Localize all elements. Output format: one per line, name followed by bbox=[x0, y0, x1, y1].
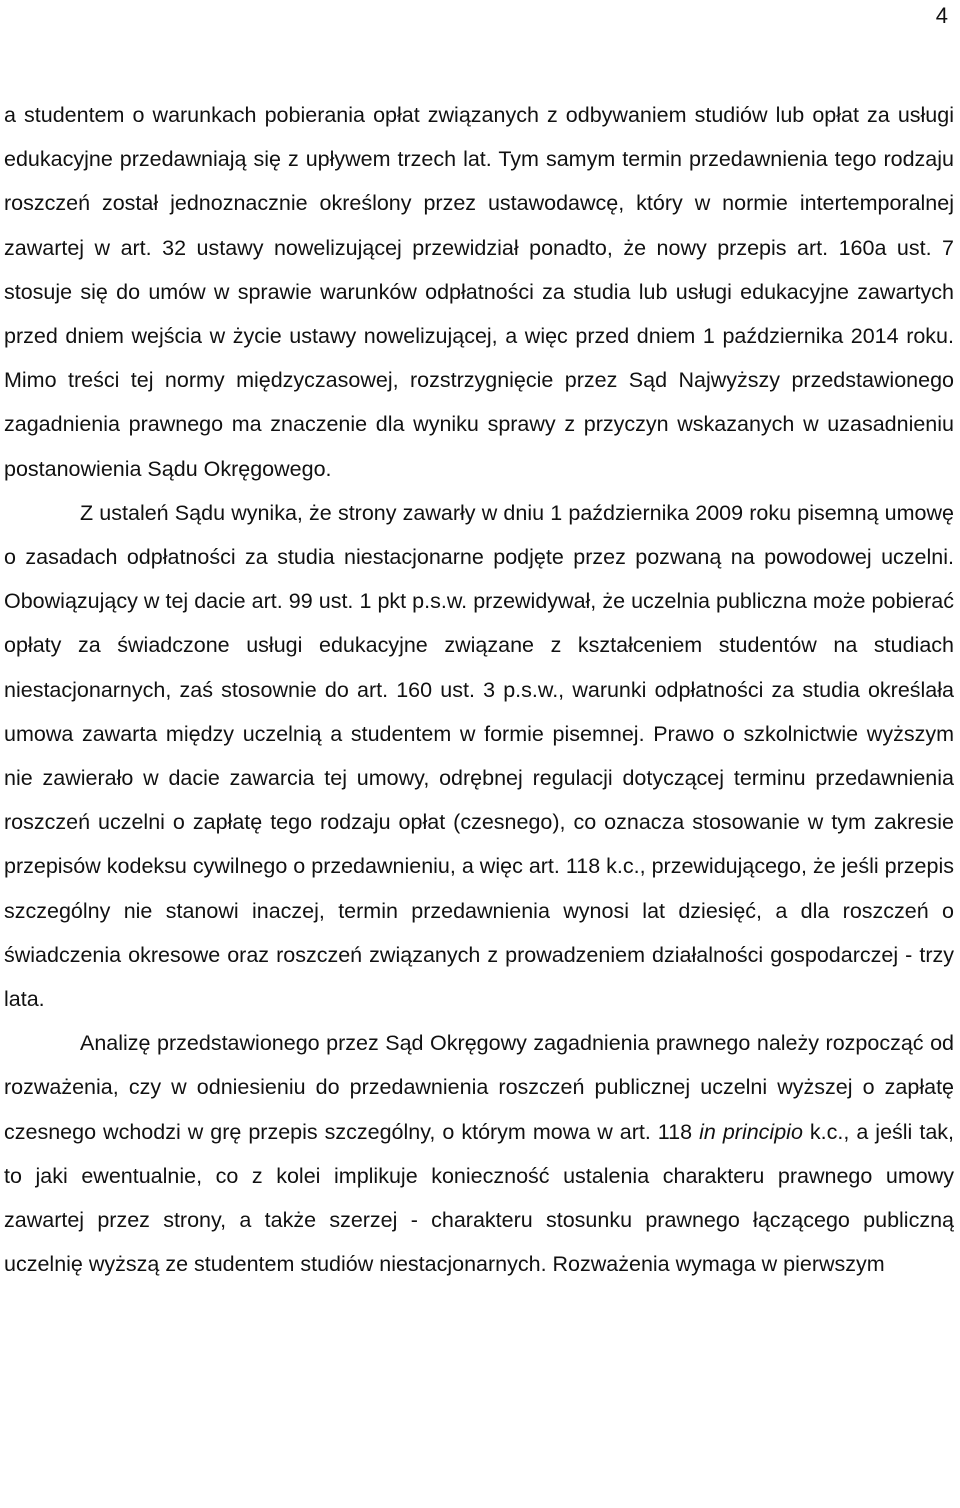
paragraph-analysis bbox=[4, 1021, 954, 1286]
document-body bbox=[4, 93, 954, 1286]
italic-phrase: in principio bbox=[699, 1119, 803, 1144]
paragraph-text: Z ustaleń Sądu wynika, że strony zawarły w dniu 1 października 2009 roku pisemną umowę o zasadach odpłatności za studia niestacjonarne podjęte przez pozwaną na powodowej uczelni. Obowiązujący w tej dacie art. 99 ust. 1 pkt p.s.w. przewidywał, że uczelnia publiczna może pobierać opłaty za świadczone usługi edukacyjne związane z kształceniem studentów na studiach niestacjonarnych, zaś stosownie do art. 160 ust. 3 p.s.w., warunki odpłatności za studia określała umowa zawarta między uczelnią a studentem w formie pisemnej. Prawo o szkolnictwie wyższym nie zawierało w dacie zawarcia tej umowy, odrębnej regulacji dotyczącej terminu przedawnienia roszczeń uczelni o zapłatę tego rodzaju opłat (czesnego), co oznacza stosowanie w tym zakresie przepisów kodeksu cywilnego o przedawnieniu, a więc art. 118 k.c., przewidującego, że jeśli przepis szczególny nie stanowi inaczej, termin przedawnienia wynosi lat dziesięć, a dla roszczeń o świadczenia okresowe oraz roszczeń związanych z prowadzeniem działalności gospodarczej - trzy lata. bbox=[4, 500, 954, 1012]
paragraph-findings bbox=[4, 491, 954, 1021]
paragraph-text: a studentem o warunkach pobierania opłat związanych z odbywaniem studiów lub opłat za usługi edukacyjne przedawniają się z upływem trzech lat. Tym samym termin przedawnienia tego rodzaju roszczeń został jednoznacznie określony przez ustawodawcę, który w normie intertemporalnej zawartej w art. 32 ustawy nowelizującej przewidział ponadto, że nowy przepis art. 160a ust. 7 stosuje się do umów w sprawie warunków odpłatności za studia lub usługi edukacyjne zawartych przed dniem wejścia w życie ustawy nowelizującej, a więc przed dniem 1 października 2014 roku. Mimo treści tej normy międzyczasowej, rozstrzygnięcie przez Sąd Najwyższy przedstawionego zagadnienia prawnego ma znaczenie dla wyniku sprawy z przyczyn wskazanych w uzasadnieniu postanowienia Sądu Okręgowego. bbox=[4, 103, 954, 481]
paragraph-text: k.c., a jeśli tak, to jaki ewentualnie, co z kolei implikuje konieczność ustalenia charakteru prawnego umowy zawartej przez strony, a także szerzej - charakteru stosunku prawnego łączącego publiczną uczelnię wyższą ze studentem studiów niestacjonarnych. Rozważenia wymaga w pierwszym bbox=[4, 1119, 954, 1277]
paragraph-continued bbox=[4, 93, 954, 491]
page-number: 4 bbox=[935, 3, 948, 28]
paragraph-text: Analizę przedstawionego przez Sąd Okręgowy zagadnienia prawnego należy rozpocząć od rozważenia, czy w odniesieniu do przedawnienia roszczeń publicznej uczelni wyższej o zapłatę czesnego wchodzi w grę przepis szczególny, o którym mowa w art. 118 bbox=[4, 1031, 954, 1144]
